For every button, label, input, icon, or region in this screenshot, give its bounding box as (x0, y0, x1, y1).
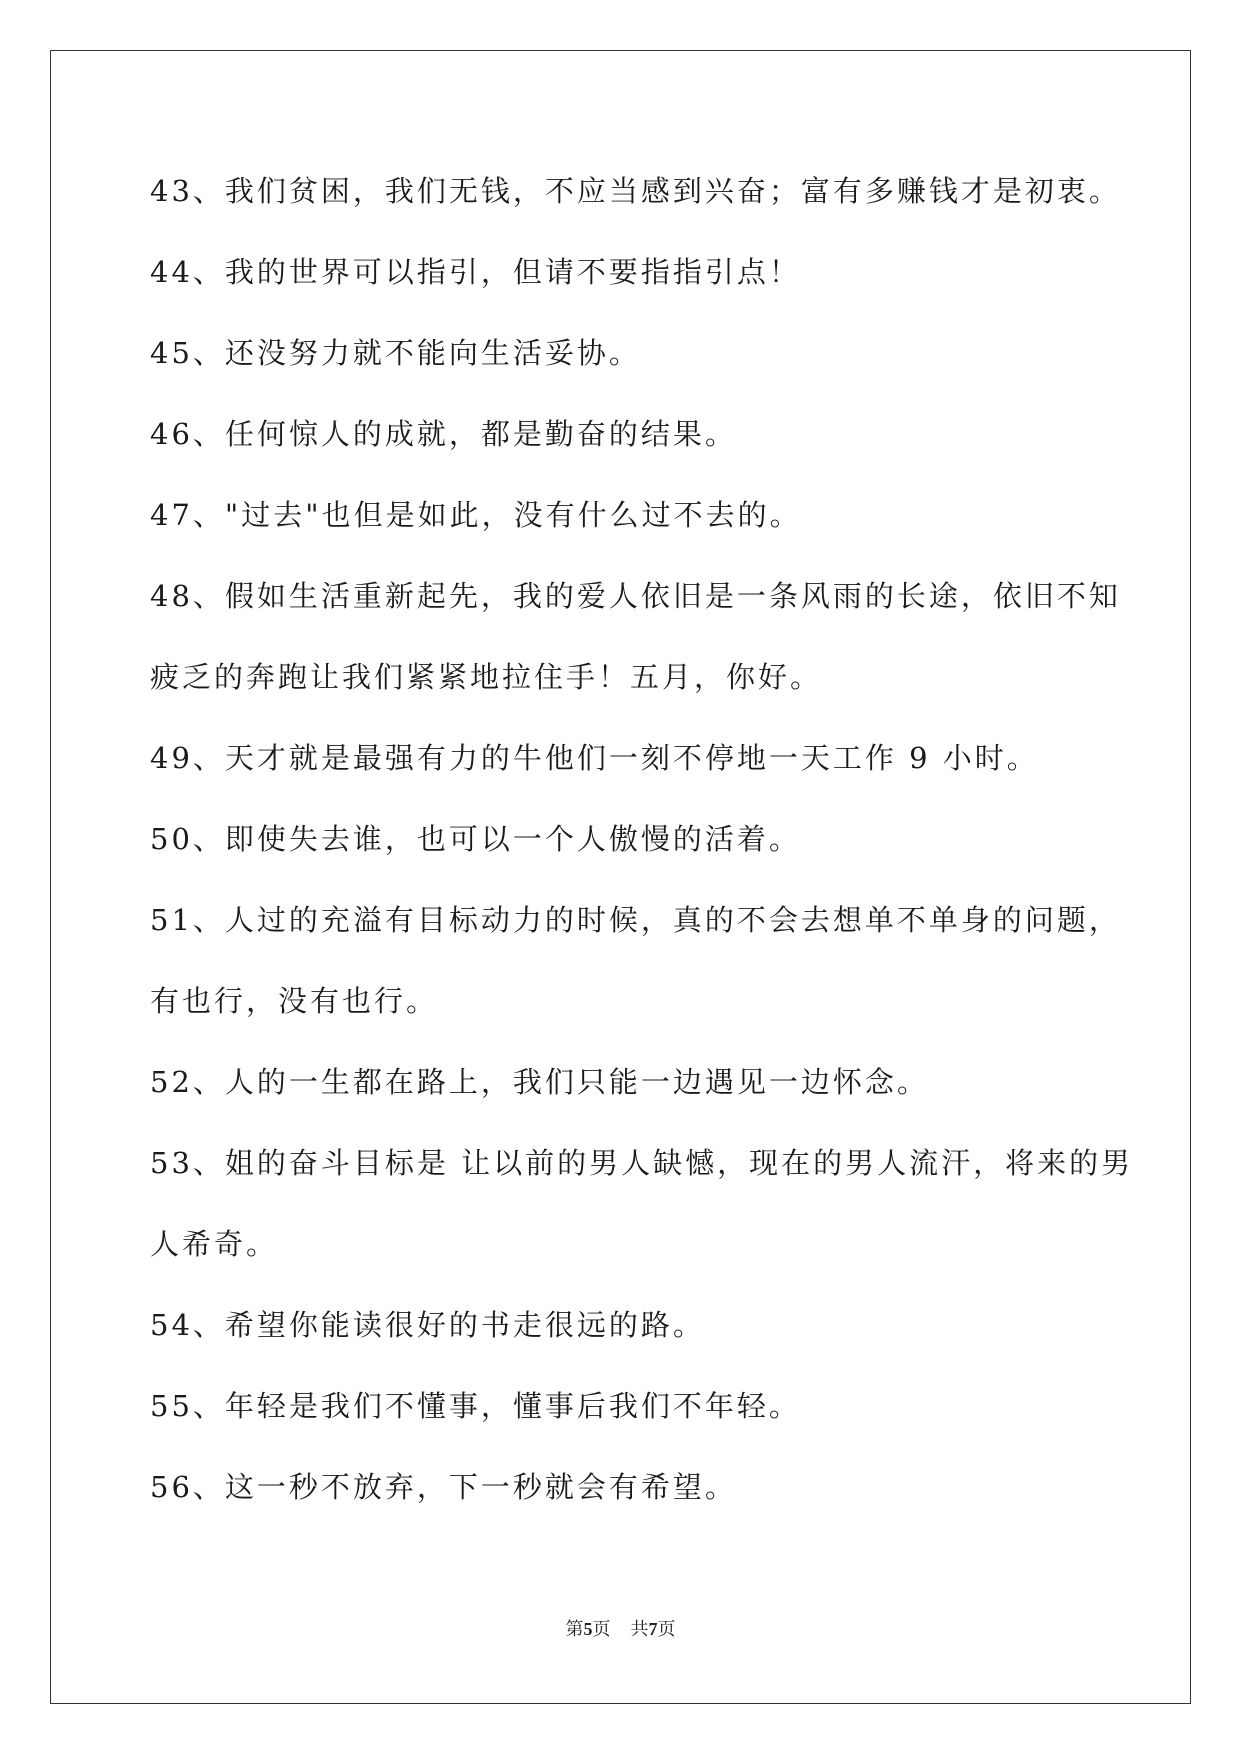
text-line: 43、我们贫困，我们无钱，不应当感到兴奋；富有多赚钱才是初衷。 (150, 174, 1121, 208)
page-number-suffix: 页 (592, 1619, 611, 1640)
text-line: 疲乏的奔跑让我们紧紧地拉住手！五月，你好。 (150, 660, 823, 694)
page-total-prefix: 共 (630, 1619, 649, 1640)
text-line: 44、我的世界可以指引，但请不要指指引点！ (150, 255, 801, 289)
page-number-total: 7 (648, 1619, 658, 1639)
page-number-current: 5 (583, 1619, 593, 1639)
text-line: 45、还没努力就不能向生活妥协。 (150, 336, 641, 370)
page-total-suffix: 页 (657, 1619, 676, 1640)
text-line: 54、希望你能读很好的书走很远的路。 (150, 1308, 705, 1342)
page-footer (0, 1615, 1241, 1641)
document-body (150, 162, 1134, 1539)
text-line: 51、人过的充溢有目标动力的时候，真的不会去想单不单身的问题， (150, 903, 1121, 937)
text-line: 52、人的一生都在路上，我们只能一边遇见一边怀念。 (150, 1065, 929, 1099)
text-line: 50、即使失去谁，也可以一个人傲慢的活着。 (150, 822, 801, 856)
text-line: 人希奇。 (150, 1227, 279, 1261)
text-line: 53、姐的奋斗目标是 让以前的男人缺憾，现在的男人流汗，将来的男 (150, 1146, 1134, 1180)
text-line: 48、假如生活重新起先，我的爱人依旧是一条风雨的长途，依旧不知 (150, 579, 1121, 613)
text-line: 56、这一秒不放弃，下一秒就会有希望。 (150, 1470, 737, 1504)
text-line: 55、年轻是我们不懂事，懂事后我们不年轻。 (150, 1389, 801, 1423)
page-number-prefix: 第 (565, 1619, 584, 1640)
text-line: 46、任何惊人的成就，都是勤奋的结果。 (150, 417, 737, 451)
text-line: 49、天才就是最强有力的牛他们一刻不停地一天工作 9 小时。 (150, 741, 1039, 775)
text-line: 有也行，没有也行。 (150, 984, 439, 1018)
text-line: 47、"过去"也但是如此，没有什么过不去的。 (150, 498, 802, 532)
